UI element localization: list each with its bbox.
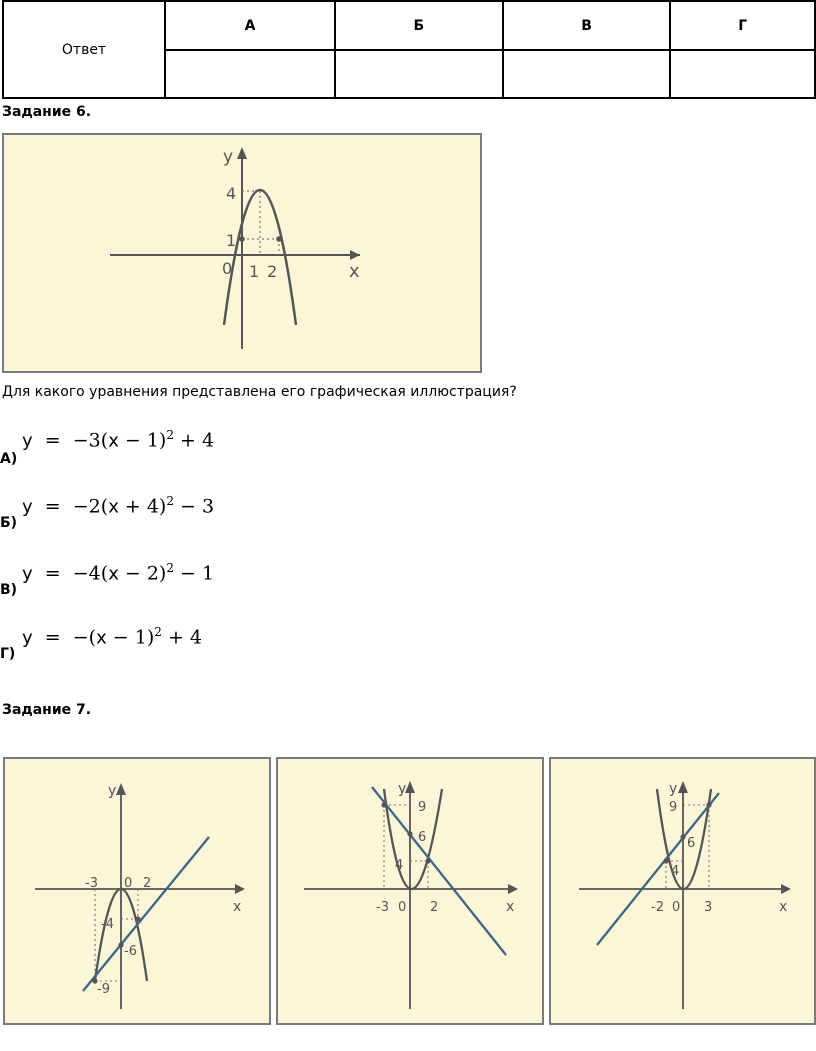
svg-text:4: 4 — [671, 864, 680, 879]
svg-text:2: 2 — [143, 876, 152, 891]
tick-x1: 1 — [249, 262, 260, 281]
tick-x2: 2 — [267, 262, 278, 281]
svg-text:0: 0 — [672, 900, 681, 915]
svg-text:x: x — [233, 899, 242, 915]
svg-text:x: x — [779, 899, 788, 915]
tick-0: 0 — [222, 259, 233, 278]
svg-text:x: x — [506, 899, 515, 915]
y-axis-arrow — [237, 147, 247, 159]
tick-4: 4 — [226, 184, 237, 203]
task6-graph — [4, 135, 480, 371]
svg-text:y: y — [108, 783, 117, 799]
answer-header-g: Г — [670, 1, 815, 50]
task7-graph1-panel — [3, 757, 271, 1025]
answer-table — [2, 0, 816, 99]
svg-text:y: y — [669, 781, 678, 797]
svg-text:6: 6 — [687, 836, 696, 851]
point-0-1 — [239, 236, 245, 242]
svg-text:4: 4 — [395, 858, 404, 873]
svg-text:y: y — [398, 781, 407, 797]
task6-graph-panel — [2, 133, 482, 373]
svg-text:-3: -3 — [85, 876, 98, 891]
line-graph — [597, 793, 719, 945]
point-2-1 — [276, 236, 282, 242]
svg-text:6: 6 — [418, 830, 427, 845]
x-axis-label: x — [349, 261, 360, 282]
option-a-label: А) — [0, 451, 18, 467]
svg-text:0: 0 — [124, 876, 133, 891]
task7-graph2 — [278, 759, 542, 1023]
answer-header-v: В — [503, 1, 671, 50]
svg-text:2: 2 — [430, 900, 439, 915]
answer-header-b: Б — [335, 1, 503, 50]
task7-graph3 — [551, 759, 814, 1023]
svg-text:-4: -4 — [101, 917, 114, 932]
answer-label: Ответ — [3, 1, 165, 98]
option-a-formula: $y = -3(x - 1)^2 + 4$ — [22, 428, 215, 452]
answer-cell-v[interactable] — [503, 50, 671, 98]
option-v-formula: $y = -4(x - 2)^2 - 1$ — [22, 561, 215, 585]
svg-text:-2: -2 — [651, 900, 664, 915]
y-axis-label: y — [223, 147, 234, 167]
task7-title: Задание 7. — [2, 702, 92, 718]
task7-graph1 — [5, 759, 269, 1023]
svg-text:3: 3 — [704, 900, 713, 915]
svg-text:0: 0 — [398, 900, 407, 915]
x-axis-arrow — [350, 250, 360, 260]
task6-question: Для какого уравнения представлена его графическая иллюстрация? — [2, 384, 517, 400]
option-b-formula: $y = -2(x + 4)^2 - 3$ — [22, 494, 215, 518]
option-b-label: Б) — [0, 515, 18, 531]
svg-text:9: 9 — [418, 800, 427, 815]
task7-graph3-panel — [549, 757, 816, 1025]
task6-title: Задание 6. — [2, 104, 92, 120]
answer-cell-a[interactable] — [165, 50, 335, 98]
svg-text:-6: -6 — [124, 944, 137, 959]
task7-graph2-panel — [276, 757, 544, 1025]
svg-text:-9: -9 — [97, 982, 110, 997]
svg-text:-3: -3 — [376, 900, 389, 915]
option-v-label: В) — [0, 582, 18, 598]
option-g-formula: $y = -(x - 1)^2 + 4$ — [22, 625, 202, 649]
answer-header-a: А — [165, 1, 335, 50]
svg-text:9: 9 — [669, 800, 678, 815]
tick-1: 1 — [226, 231, 237, 250]
answer-cell-g[interactable] — [670, 50, 815, 98]
parabola-curve — [224, 190, 296, 325]
answer-cell-b[interactable] — [335, 50, 503, 98]
option-g-label: Г) — [0, 646, 16, 662]
